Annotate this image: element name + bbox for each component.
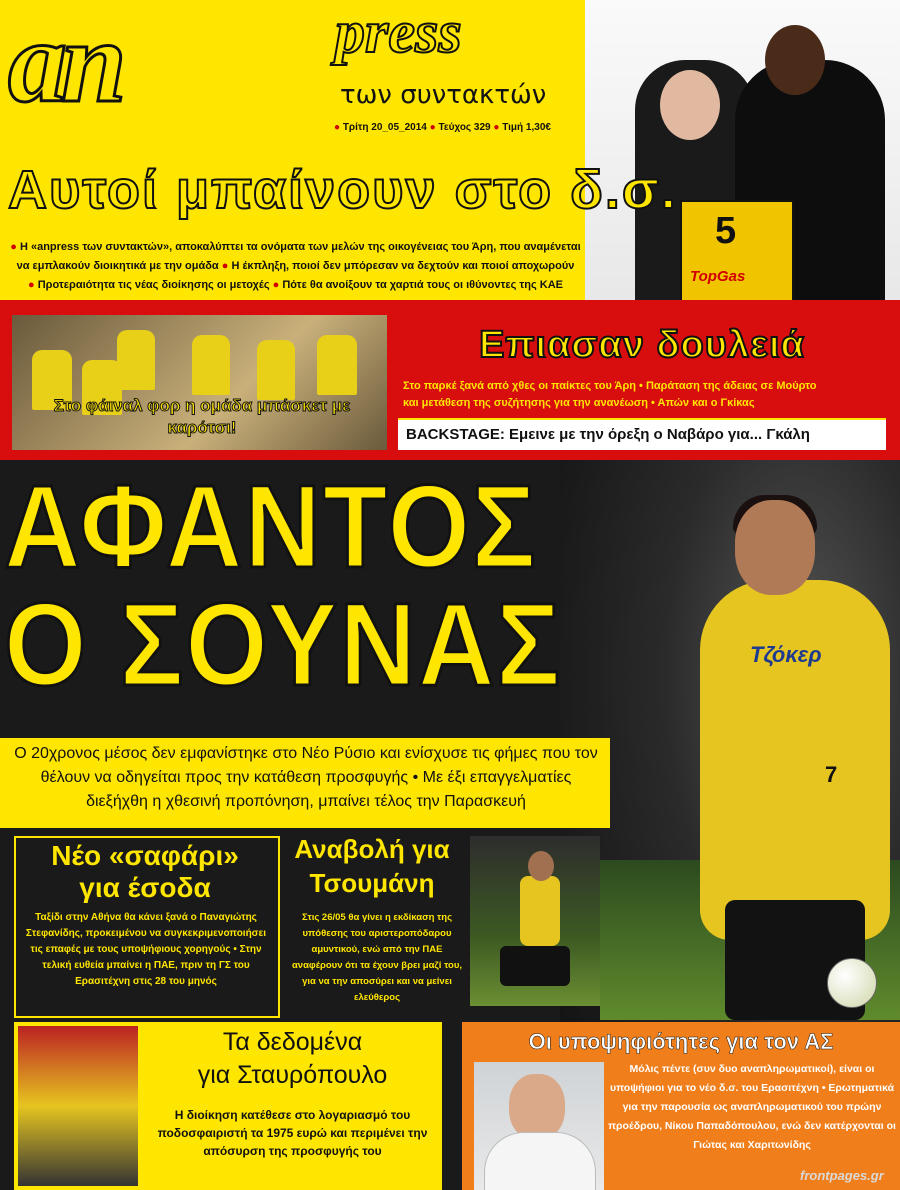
top-headline: Αυτοί μπαίνουν στο δ.σ.: [8, 160, 678, 220]
man-head: [509, 1074, 565, 1140]
issue-date: Τρίτη 20_05_2014: [342, 122, 427, 133]
bullet-text: Πότε θα ανοίξουν τα χαρτιά τους οι ιθύνοντες της ΚΑΕ: [282, 279, 563, 291]
shirt-sponsor: Τζόκερ: [750, 642, 822, 667]
safari-title: [14, 840, 276, 904]
bullet-text: και μετάθεση της συζήτησης για την ανανέωση: [403, 397, 648, 409]
logo-press: press: [335, 0, 462, 65]
red-story-headline: Επιασαν δουλειά: [479, 324, 805, 366]
bullet-dot-icon: ●: [28, 279, 38, 291]
wheelchair-basketball-photo: [12, 315, 387, 450]
as-text: Μόλις πέντε (συν δυο αναπληρωματικοί), είναι οι υποψήφιοι για το νέο δ.σ. του Ερασιτέχνη • Ερωτηματικά για την παρουσία ως αναπληρωματικού του πρώην προέδρου, Νίκου Παπαδόπουλου, ενώ δεν κατέρχονται οι Γιώτας και Χαριτωνίδης: [608, 1063, 896, 1151]
bullet-text: να εμπλακούν διοικητικά με την ομάδα: [16, 260, 219, 272]
bullet-text: Η έκπληξη, ποιοί δεν μπόρεσαν να δεχτούν και ποιοί αποχωρούν: [231, 260, 575, 272]
tsoumani-title-line2: Τσουμάνη: [309, 868, 435, 898]
dateline: [334, 122, 584, 133]
football-icon: [827, 958, 877, 1008]
main-headline-line1: ΑΦΑΝΤΟΣ: [4, 461, 538, 593]
player-figure: [317, 335, 357, 395]
footballer-body: [700, 580, 890, 940]
stavropoulo-title: [145, 1026, 440, 1092]
top-story-bullets: [8, 238, 583, 295]
jersey-number: 5: [715, 210, 737, 252]
stavropoulo-text: Η διοίκηση κατέθεσε στο λογαριασμό του ποδοσφαιριστή τα 1975 ευρώ και περιμένει την απόσυρση της προσφυγής του: [157, 1108, 428, 1158]
bullet-text: Στο παρκέ ξανά από χθες οι παίκτες του Άρη: [403, 380, 636, 392]
player-figure: [257, 340, 295, 400]
main-headline-line2: Ο ΣΟΥΝΑΣ: [4, 579, 562, 711]
safari-title-line2: για έσοδα: [79, 872, 211, 903]
safari-title-line1: Νέο «σαφάρι»: [51, 840, 239, 871]
player-figure: [520, 876, 560, 946]
as-photo: [474, 1062, 604, 1190]
bullet-text: Η «anpress των συντακτών», αποκαλύπτει τα ονόματα των μελών της οικογένειας του Άρη, που αναμένεται: [19, 241, 581, 253]
bullet-dot-icon: ●: [429, 122, 436, 133]
bullet-dot-icon: ●: [493, 122, 500, 133]
stavropoulo-photo: [18, 1026, 138, 1186]
as-title: Οι υποψηφιότητες για τον ΑΣ: [528, 1029, 834, 1054]
bullet-dot-icon: ●: [221, 260, 232, 272]
man-shirt: [484, 1132, 596, 1190]
safari-text: Ταξίδι στην Αθήνα θα κάνει ξανά ο Παναγιώτης Στεφανίδης, προκειμένου να συγκεκριμενοποιήσει τις επαφές με τους υποψήφιους χορηγούς • Στην τελική ευθεία μπαίνει η ΠΑΕ, πριν τη ΓΣ του Ερασιτέχνη στις 28 του μηνός: [25, 912, 267, 987]
player-figure: [192, 335, 230, 395]
issue-number: Τεύχος 329: [438, 122, 491, 133]
jersey-sponsor: TopGas: [690, 268, 746, 285]
issue-price: Τιμή 1,30€: [502, 122, 551, 133]
red-story-bullets: [403, 378, 883, 412]
man-right-head: [765, 25, 825, 95]
logo-subtitle: των συντακτών: [340, 80, 547, 110]
shirt-number: 7: [825, 762, 838, 787]
stavropoulo-title-line1: Τα δεδομένα: [222, 1028, 363, 1056]
main-headline: [4, 461, 634, 711]
backstage-text: BACKSTAGE: Εμεινε με την όρεξη ο Ναβάρο για... Γκάλη: [406, 426, 810, 443]
bullet-dot-icon: ●: [272, 279, 283, 291]
bullet-dot-icon: •: [651, 397, 658, 409]
bullet-dot-icon: ●: [334, 122, 341, 133]
tsoumani-text: Στις 26/05 θα γίνει η εκδίκαση της υπόθεσης του αριστεροπόδαρου αμυντικού, ενώ από την ΠΑΕ αναφέρουν ότι τα έχουν βρει μαζί του, για να την αποσύρει και να μείνει ελεύθερος: [291, 912, 463, 1003]
basket-caption: Στο φάιναλ φορ η ομάδα μπάσκετ με καρότσι!: [53, 396, 351, 437]
tsoumani-title-line1: Αναβολή για: [294, 834, 450, 864]
board-photo: [585, 0, 900, 300]
bullet-text: Προτεραιότητα τις νέας διοίκησης οι μετοχές: [37, 279, 270, 291]
footballer-head: [735, 500, 815, 595]
bullet-text: Απών και ο Γκίκας: [657, 397, 755, 409]
logo-an: an: [8, 0, 121, 127]
main-summary: Ο 20χρονος μέσος δεν εμφανίστηκε στο Νέο Ρύσιο και ενίσχυσε τις φήμες που τον θέλουν να οδηγείται προς την κατάθεση προσφυγής • Με έξι επαγγελματίες διεξήχθη η χθεσινή προπόνηση, μπαίνει τέλος την Παρασκευή: [14, 745, 598, 810]
player-head: [528, 851, 554, 881]
bullet-dot-icon: ●: [10, 241, 20, 253]
bullet-dot-icon: •: [639, 380, 646, 392]
bullet-text: Παράταση της άδειας σε Μούρτο: [645, 380, 817, 392]
watermark: frontpages.gr: [800, 1168, 884, 1183]
tsoumani-photo: [470, 836, 600, 1006]
player-legs: [500, 946, 570, 986]
stavropoulo-title-line2: για Σταυρόπουλο: [197, 1061, 388, 1089]
player-figure: [117, 330, 155, 390]
man-left-head: [660, 70, 720, 140]
tsoumani-title: [282, 832, 462, 900]
